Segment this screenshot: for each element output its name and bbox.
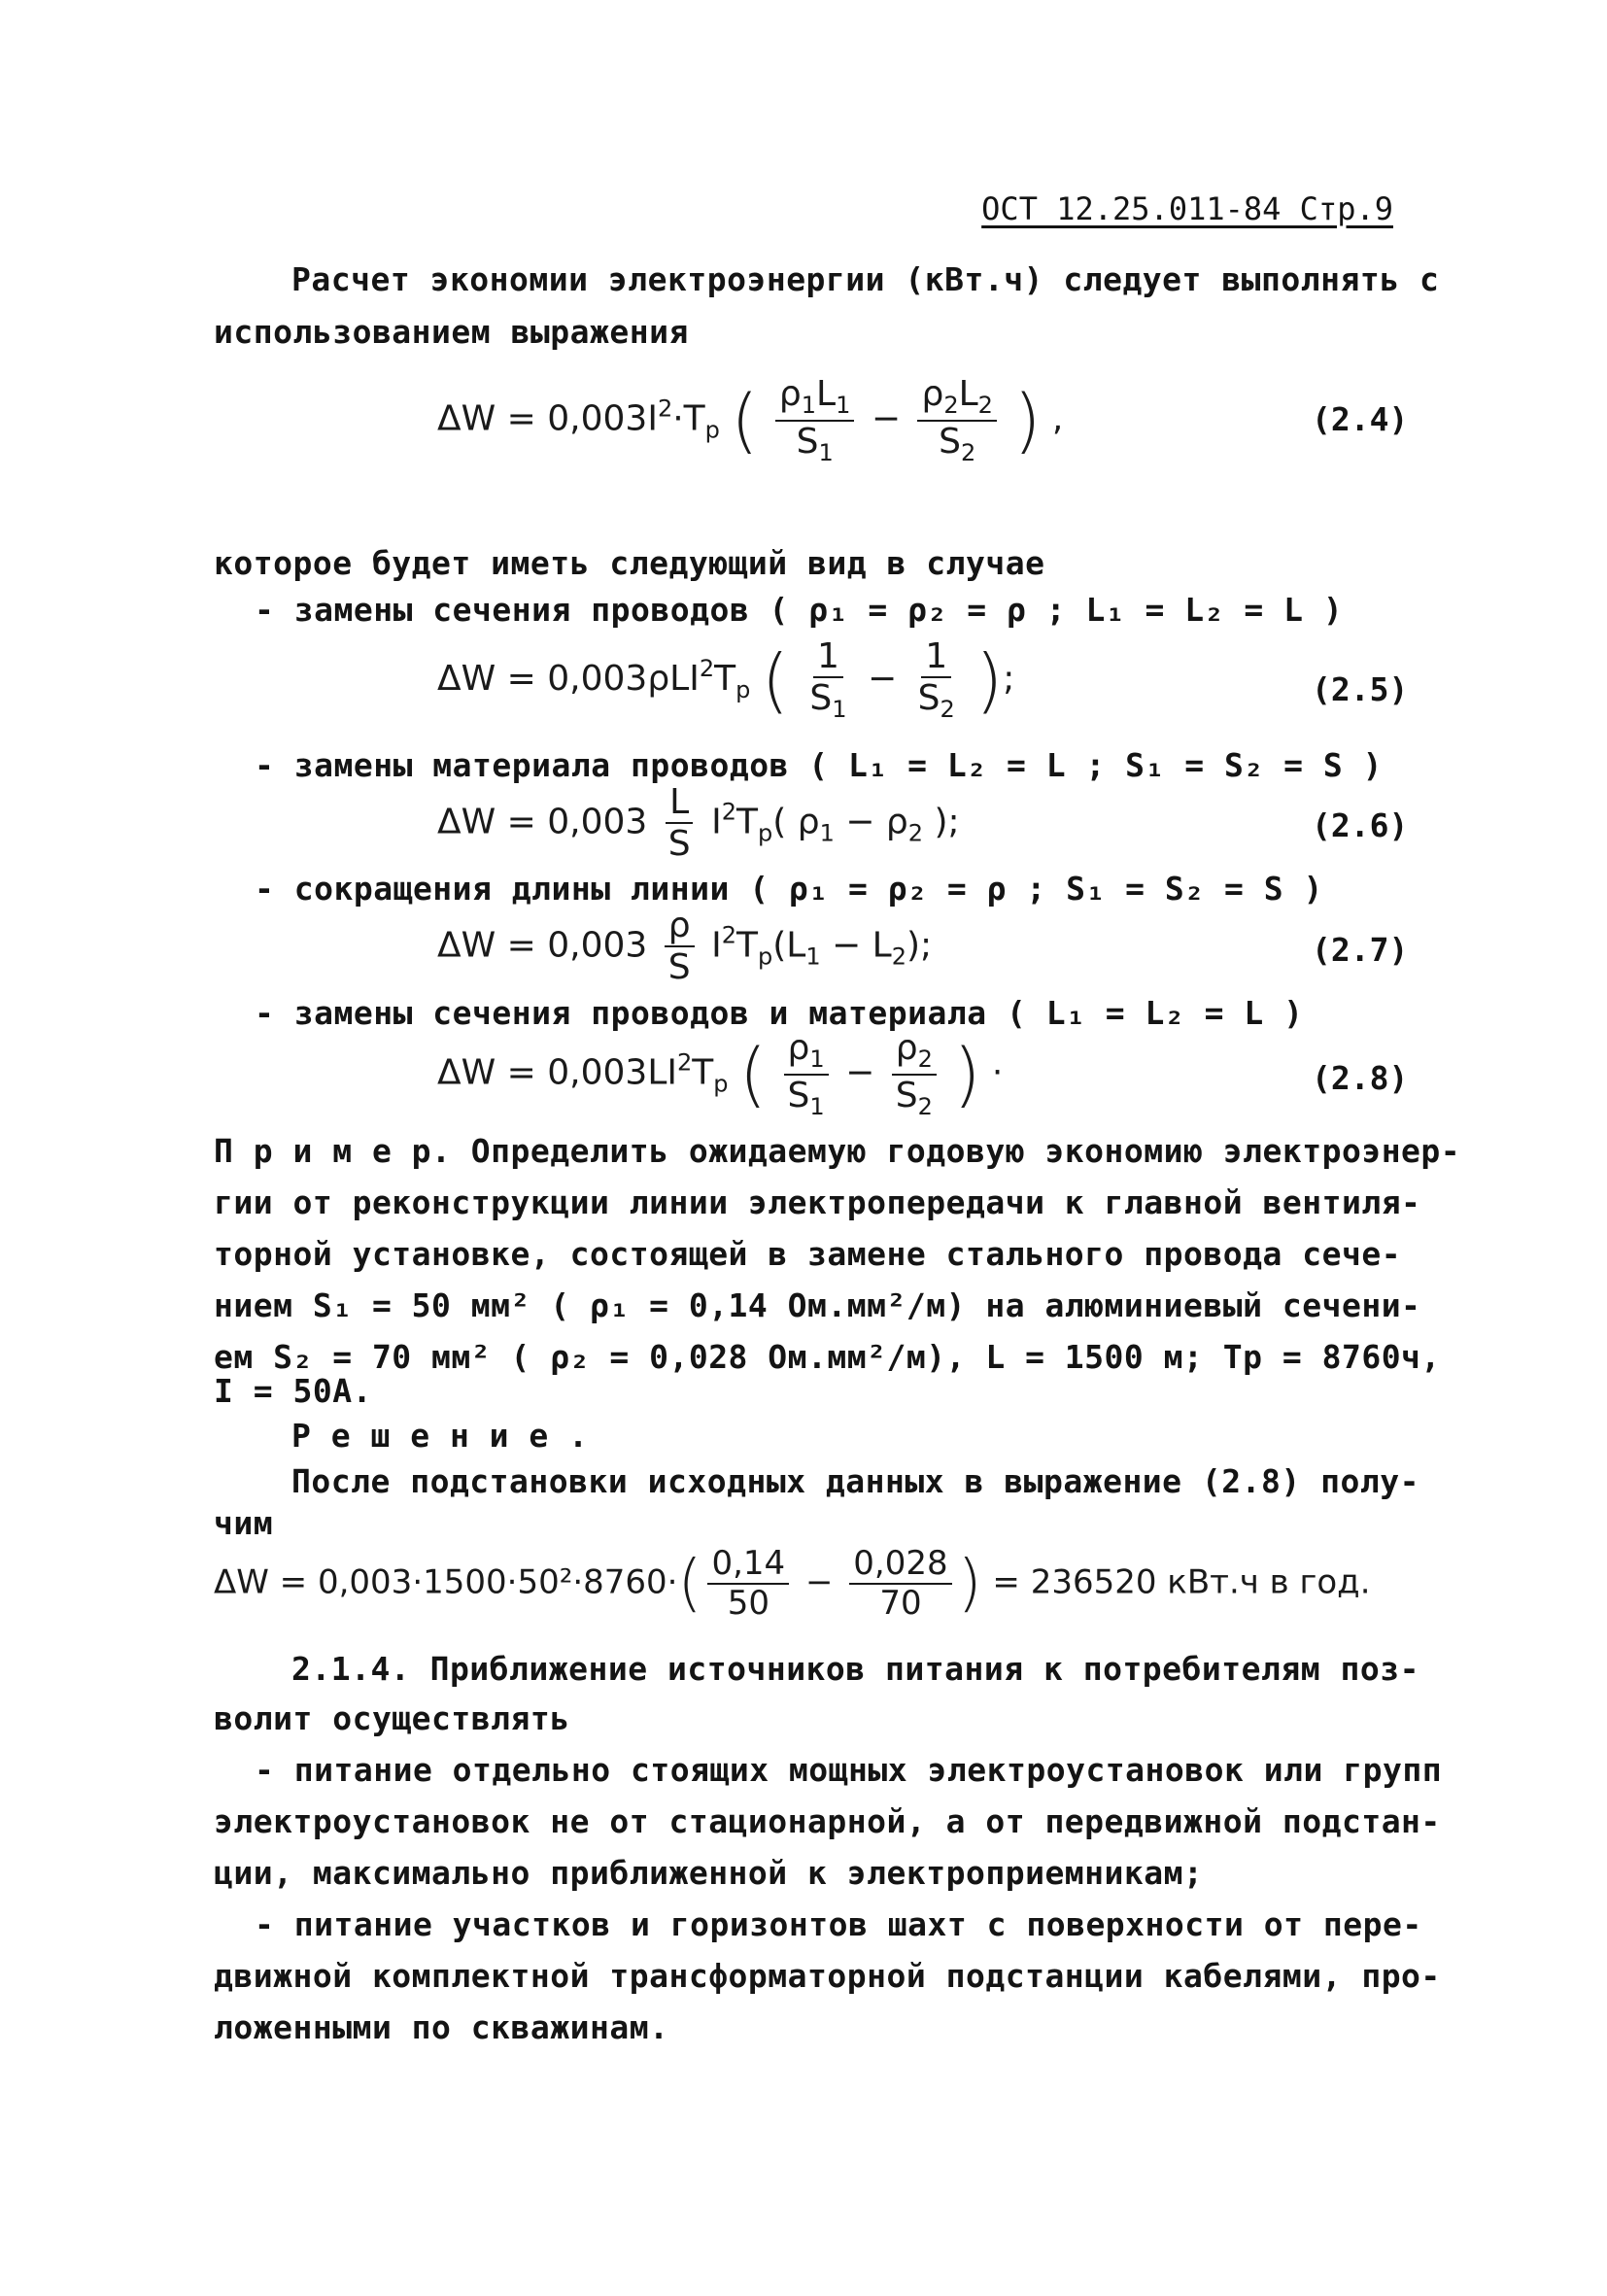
bullet-2-line-2: движной комплектной трансформаторной подстанции кабелями, про- <box>214 1957 1441 1995</box>
example-line-2: гии от реконструкции линии электропередачи к главной вентиля- <box>214 1183 1421 1221</box>
result-fraction-2-denominator: 70 <box>879 1584 922 1624</box>
equation-number-2-6: (2.6) <box>1312 806 1409 844</box>
bullet-1-line-2: электроустановок не от стационарной, а от передвижной подстан- <box>214 1802 1441 1840</box>
result-fraction-1-denominator: 50 <box>727 1584 769 1624</box>
example-line-5: ем S₂ = 70 мм² ( ρ₂ = 0,028 Ом.мм²/м), L = 1500 м; Tр = 8760ч, <box>214 1338 1441 1376</box>
result-fraction-1-numerator: 0,14 <box>707 1545 789 1585</box>
equation-2-5: $\Delta W = 0,003\rho LI^2T_р$ ( $\frac{1}{S_1}$ − $\frac{1}{S_2}$ ); <box>437 636 1015 724</box>
solution-line-2: чим <box>214 1504 274 1542</box>
equation-number-2-4: (2.4) <box>1312 400 1409 438</box>
solution-line-1: После подстановки исходных данных в выражение (2.8) полу- <box>291 1462 1419 1500</box>
case-4-label: - замены сечения проводов и материала ( L₁ = L₂ = L ) <box>255 994 1304 1032</box>
equation-2-6: ΔW = 0,003 $\frac{L}{S}$ $I^2T_р$( $\rho_1 - \rho_2$ ); <box>437 782 960 865</box>
example-line-3: торной установке, состоящей в замене стального провода сече- <box>214 1235 1402 1273</box>
equation-2-8: $\Delta W = 0,003LI^2T_р$ ( $\frac{\rho_1}{S_1}$ − $\frac{\rho_2}{S_2}$ ) · <box>437 1028 1004 1120</box>
example-line-1: П р и м е р. Определить ожидаемую годовую экономию электроэнер- <box>214 1132 1461 1170</box>
section-2-1-4-line-1: 2.1.4. Приближение источников питания к потребителям поз- <box>291 1650 1419 1688</box>
equation-2-4: $\Delta W = 0,003I^2\cdot T_р$ ( $\frac{\rho_1L_1}{S_1}$ − $\frac{\rho_2L_2}{S_2}$ ) , <box>437 374 1064 466</box>
result-suffix: = 236520 кВт.ч в год. <box>992 1562 1371 1602</box>
cases-intro: которое будет иметь следующий вид в случае <box>214 544 1045 582</box>
bullet-1-line-1: - питание отдельно стоящих мощных электроустановок или групп <box>255 1751 1443 1789</box>
equation-number-2-7: (2.7) <box>1312 931 1409 969</box>
equation-2-7: ΔW = 0,003 $\frac{\rho}{S}$ $I^2T_р(L_1 - L_2)$; <box>437 906 933 988</box>
bullet-2-line-3: ложенными по скважинам. <box>214 2008 669 2046</box>
page-header: ОСТ 12.25.011-84 Стр.9 <box>981 190 1393 227</box>
example-line-6: I = 50А. <box>214 1372 372 1410</box>
case-1-label: - замены сечения проводов ( ρ₁ = ρ₂ = ρ ; L₁ = L₂ = L ) <box>255 591 1344 629</box>
result-fraction-2-numerator: 0,028 <box>849 1545 951 1585</box>
equation-number-2-8: (2.8) <box>1312 1059 1409 1097</box>
solution-label: Р е ш е н и е . <box>291 1417 589 1455</box>
result-equation: ΔW = 0,003·1500·50²·8760·( $\frac{0,14}{50}$ − $\frac{0,028}{70}$ ) = 236520 кВт.ч в год. <box>214 1544 1371 1624</box>
example-line-4: нием S₁ = 50 мм² ( ρ₁ = 0,14 Ом.мм²/м) на алюминиевый сечени- <box>214 1286 1421 1324</box>
bullet-1-line-3: ции, максимально приближенной к электроприемникам; <box>214 1854 1204 1892</box>
intro-line-2: использованием выражения <box>214 313 689 351</box>
result-prefix: ΔW = 0,003·1500·50²·8760· <box>214 1562 678 1602</box>
section-2-1-4-line-2: волит осуществлять <box>214 1699 570 1737</box>
case-2-label: - замены материала проводов ( L₁ = L₂ = L ; S₁ = S₂ = S ) <box>255 746 1383 784</box>
equation-number-2-5: (2.5) <box>1312 670 1409 708</box>
case-3-label: - сокращения длины линии ( ρ₁ = ρ₂ = ρ ; S₁ = S₂ = S ) <box>255 870 1323 908</box>
bullet-2-line-1: - питание участков и горизонтов шахт с поверхности от пере- <box>255 1905 1422 1943</box>
intro-line-1: Расчет экономии электроэнергии (кВт.ч) следует выполнять с <box>291 260 1440 298</box>
